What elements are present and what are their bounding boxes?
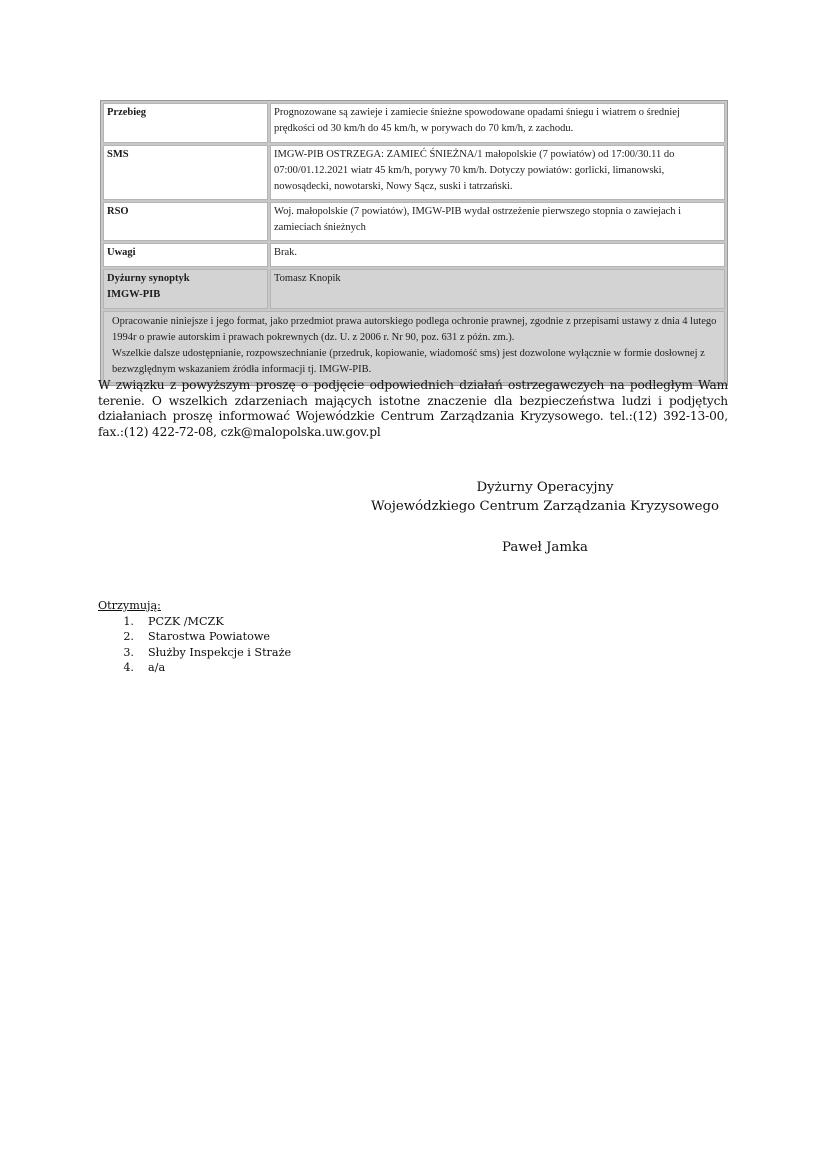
signature-role: Dyżurny Operacyjny [476, 480, 614, 495]
table-row-uwagi [103, 243, 725, 267]
row-value: Brak. [270, 243, 725, 267]
label-line: Dyżurny synoptyk [107, 273, 190, 284]
table-row-rso [103, 202, 725, 241]
item-number: 4. [123, 661, 134, 674]
signature-name: Paweł Jamka [502, 540, 588, 555]
list-item [98, 614, 291, 630]
row-label: Przebieg [103, 103, 268, 143]
row-value: IMGW-PIB OSTRZEGA: ZAMIEĆ ŚNIEŻNA/1 małopolskie (7 powiatów) od 17:00/30.11 do 07:00/01.12.2021 wiatr 45 km/h, porywy 70 km/h. Dotyczy powiatów: gorlicki, limanowski, nowosądecki, nowotarski, Nowy Sącz, suski i tatrzański. [270, 145, 725, 200]
list-item [98, 660, 291, 676]
table-footer-row [103, 311, 725, 383]
table-row-sms [103, 145, 725, 200]
copyright-notice [103, 311, 725, 383]
item-text: Służby Inspekcje i Straże [148, 645, 292, 659]
signature-organization: Wojewódzkiego Centrum Zarządzania Kryzysowego [370, 499, 720, 514]
row-value: Tomasz Knopik [270, 269, 725, 309]
row-label [103, 269, 268, 309]
row-label: SMS [103, 145, 268, 200]
list-item [98, 629, 291, 645]
body-paragraph: W związku z powyższym proszę o podjęcie odpowiednich działań ostrzegawczych na podległym Wam terenie. O wszelkich zdarzeniach mających istotne znaczenie dla bezpieczeństwa ludzi i podjętych działaniach proszę informować Wojewódzkie Centrum Zarządzania Kryzysowego. tel.:(12) 392-13-00, fax.:(12) 422-72-08, czk@malopolska.uw.gov.pl [98, 378, 728, 439]
copyright-line: Opracowanie niniejsze i jego format, jako przedmiot prawa autorskiego podlega ochronie prawnej, zgodnie z przepisami ustawy z dnia 4 lutego 1994r o prawie autorskim i prawach pokrewnych (dz. U. z 2006 r. Nr 90, poz. 631 z późn. zm.). [112, 316, 717, 343]
table-row-dyzurny-synoptyk [103, 269, 725, 309]
label-line: IMGW-PIB [107, 289, 161, 300]
recipients-list [98, 614, 291, 676]
distribution-line: Wszelkie dalsze udostępnianie, rozpowszechnianie (przedruk, kopiowanie, wiadomość sms) jest dozwolone wyłącznie w formie dosłownej z bezwzględnym wskazaniem źródła informacji tj. IMGW-PIB. [112, 348, 705, 375]
table-row-przebieg [103, 103, 725, 143]
item-text: a/a [148, 661, 166, 674]
list-item [98, 645, 291, 661]
recipients-title: Otrzymują: [98, 599, 161, 612]
warning-table [100, 100, 728, 386]
item-number: 3. [123, 645, 134, 659]
item-text: Starostwa Powiatowe [148, 630, 271, 643]
item-number: 1. [123, 614, 134, 628]
item-number: 2. [123, 630, 134, 643]
row-label: RSO [103, 202, 268, 241]
item-text: PCZK /MCZK [148, 614, 224, 628]
row-value: Woj. małopolskie (7 powiatów), IMGW-PIB wydał ostrzeżenie pierwszego stopnia o zawiejach i zamieciach śnieżnych [270, 202, 725, 241]
row-value: Prognozowane są zawieje i zamiecie śnieżne spowodowane opadami śniegu i wiatrem o średniej prędkości od 30 km/h do 45 km/h, w porywach do 70 km/h, z zachodu. [270, 103, 725, 143]
recipients-section [98, 598, 291, 676]
row-label: Uwagi [103, 243, 268, 267]
